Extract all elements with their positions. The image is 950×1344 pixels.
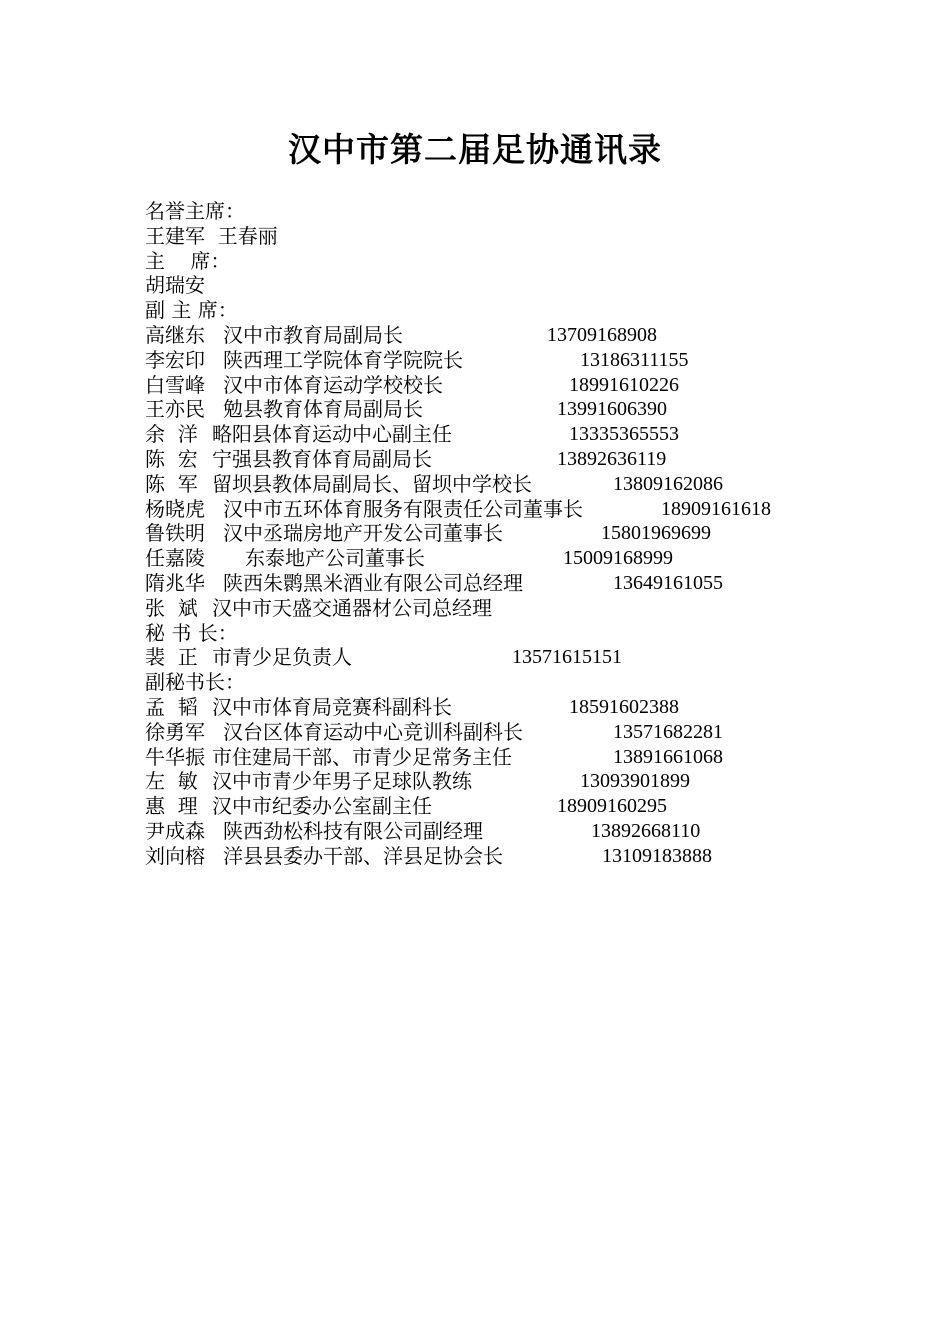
person-name: 裴 正 [145, 645, 198, 670]
person-role: 陕西朱鹮黑米酒业有限公司总经理 [223, 570, 523, 595]
phone-number: 13109183888 [602, 844, 712, 867]
vice-chair-label: 副 主 席： [145, 298, 238, 323]
list-item [145, 447, 925, 472]
directory-body [145, 199, 925, 869]
phone-number: 18909161618 [661, 497, 771, 520]
phone-number: 13892668110 [591, 819, 701, 842]
list-item [145, 323, 925, 348]
person-role: 洋县县委办干部、洋县足协会长 [223, 843, 503, 868]
person-role: 汉中丞瑞房地产开发公司董事长 [223, 521, 503, 546]
person-role: 市住建局干部、市青少足常务主任 [212, 744, 512, 769]
person-name: 左 敏 [145, 769, 198, 794]
person-role: 汉中市天盛交通器材公司总经理 [212, 595, 492, 620]
honorary-chair-names-line [145, 224, 925, 249]
phone-number: 13335365553 [569, 423, 679, 446]
list-item [145, 745, 925, 770]
person-name: 尹成森 [145, 818, 205, 843]
phone-number: 13649161055 [613, 571, 723, 594]
person-role: 汉中市体育局竞赛科副科长 [212, 694, 452, 719]
person-role: 汉中市体育运动学校校长 [223, 372, 443, 397]
phone-number: 13093901899 [580, 770, 690, 793]
secretary-general-list [145, 645, 925, 670]
list-item [145, 521, 925, 546]
person-name: 孟 韬 [145, 694, 198, 719]
person-name: 陈 军 [145, 471, 198, 496]
vice-chair-label-line [145, 298, 925, 323]
person-name: 牛华振 [145, 744, 205, 769]
list-item [145, 819, 925, 844]
deputy-secretary-label-line [145, 670, 925, 695]
phone-number: 15009168999 [563, 547, 673, 570]
person-name: 刘向榕 [145, 843, 205, 868]
person-role: 陕西劲松科技有限公司副经理 [223, 818, 483, 843]
list-item [145, 546, 925, 571]
person-name: 高继东 [145, 322, 205, 347]
list-item [145, 596, 925, 621]
deputy-secretary-label: 副秘书长： [145, 670, 245, 695]
phone-number: 13891661068 [613, 745, 723, 768]
list-item [145, 769, 925, 794]
person-name: 张 斌 [145, 595, 198, 620]
phone-number: 13892636119 [557, 447, 667, 470]
phone-number: 13809162086 [613, 472, 723, 495]
list-item [145, 422, 925, 447]
phone-number: 18909160295 [557, 795, 667, 818]
person-name: 余 洋 [145, 422, 198, 447]
person-name: 徐勇军 [145, 719, 205, 744]
person-role: 汉台区体育运动中心竞训科副科长 [223, 719, 523, 744]
person-name: 王亦民 [145, 397, 205, 422]
list-item [145, 645, 925, 670]
honorary-chair-names: 王建军 王春丽 [145, 223, 278, 248]
list-item [145, 571, 925, 596]
person-name: 鲁铁明 [145, 521, 205, 546]
list-item [145, 373, 925, 398]
list-item [145, 844, 925, 869]
secretary-general-label: 秘 书 长： [145, 620, 238, 645]
honorary-chair-label-line [145, 199, 925, 224]
person-name: 白雪峰 [145, 372, 205, 397]
person-role: 略阳县体育运动中心副主任 [212, 422, 452, 447]
phone-number: 13571682281 [613, 720, 723, 743]
person-role: 汉中市教育局副局长 [223, 322, 403, 347]
person-name: 陈 宏 [145, 446, 198, 471]
person-role: 汉中市纪委办公室副主任 [212, 794, 432, 819]
secretary-general-label-line [145, 621, 925, 646]
person-name: 隋兆华 [145, 570, 205, 595]
person-role: 宁强县教育体育局副局长 [212, 446, 432, 471]
chair-label: 主 席： [145, 248, 231, 273]
list-item [145, 720, 925, 745]
deputy-secretary-list [145, 695, 925, 869]
phone-number: 13186311155 [580, 348, 689, 371]
person-role: 市青少足负责人 [212, 645, 352, 670]
list-item [145, 794, 925, 819]
phone-number: 18991610226 [569, 373, 679, 396]
page-title: 汉中市第二届足协通讯录 [288, 130, 662, 169]
person-role: 汉中市五环体育服务有限责任公司董事长 [223, 496, 583, 521]
chair-label-line [145, 249, 925, 274]
person-role: 汉中市青少年男子足球队教练 [212, 769, 472, 794]
person-name: 任嘉陵 [145, 546, 205, 571]
person-name: 李宏印 [145, 347, 205, 372]
phone-number: 18591602388 [569, 695, 679, 718]
person-role: 勉县教育体育局副局长 [223, 397, 423, 422]
list-item [145, 397, 925, 422]
list-item [145, 472, 925, 497]
list-item [145, 348, 925, 373]
phone-number: 13709168908 [547, 323, 657, 346]
list-item [145, 695, 925, 720]
person-name: 杨晓虎 [145, 496, 205, 521]
vice-chair-list [145, 323, 925, 621]
person-role: 东泰地产公司董事长 [245, 546, 425, 571]
person-name: 惠 理 [145, 794, 198, 819]
phone-number: 13571615151 [512, 646, 622, 669]
phone-number: 15801969699 [601, 522, 711, 545]
chair-name: 胡瑞安 [145, 273, 205, 298]
list-item [145, 497, 925, 522]
phone-number: 13991606390 [557, 398, 667, 421]
chair-name-line [145, 273, 925, 298]
person-role: 留坝县教体局副局长、留坝中学校长 [212, 471, 532, 496]
person-role: 陕西理工学院体育学院院长 [223, 347, 463, 372]
honorary-chair-label: 名誉主席： [145, 199, 245, 223]
